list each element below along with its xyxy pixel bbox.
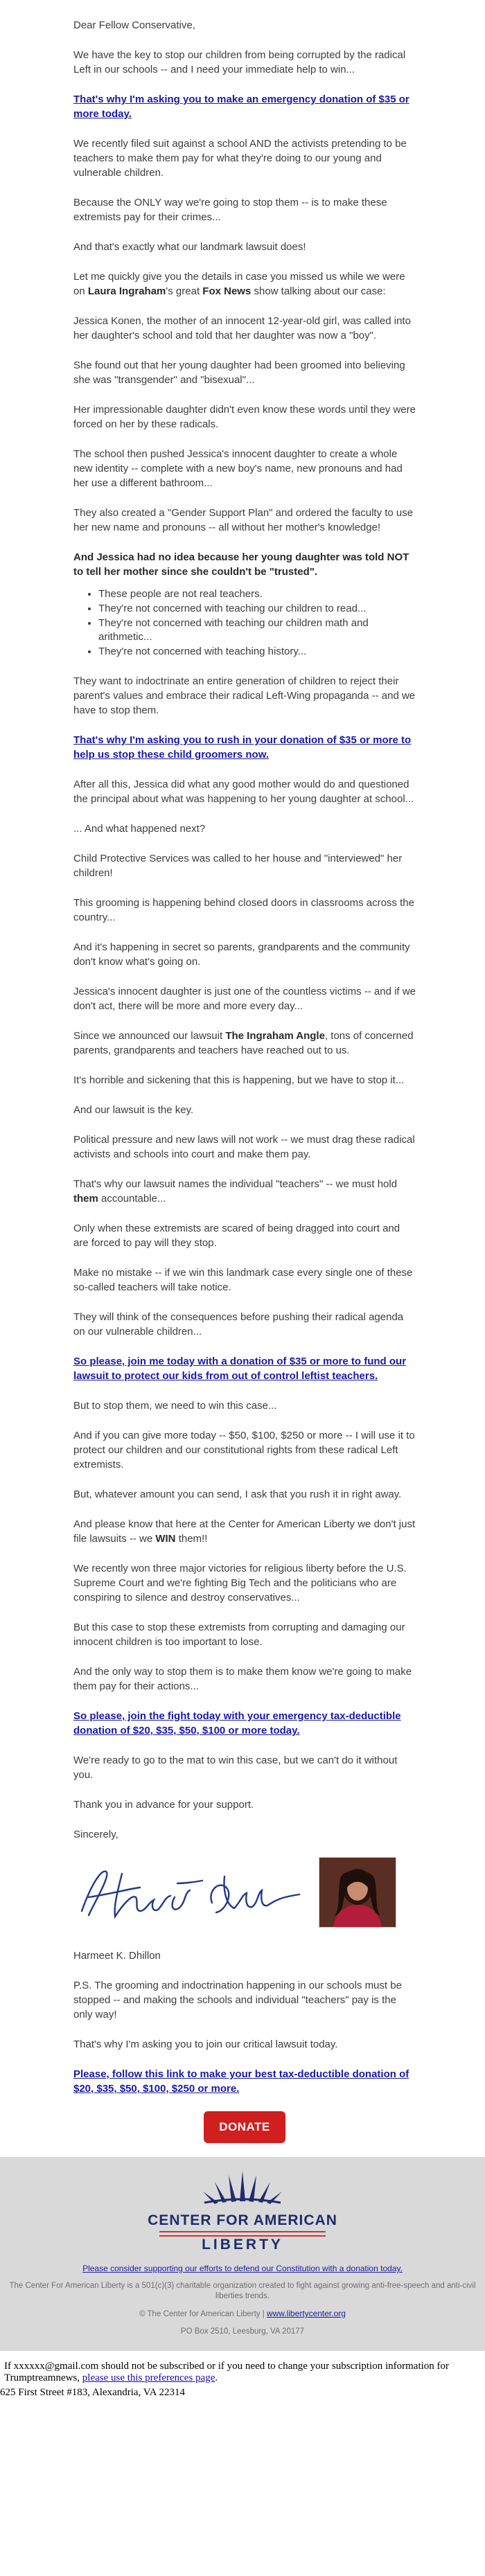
list-item: • These people are not real teachers. [98, 587, 416, 601]
donate-link-35-rush[interactable]: That's why I'm asking you to rush in your donation of $35 or more to help us stop these child groomers now. [73, 734, 412, 761]
paragraph: Jessica's innocent daughter is just one of the countless victims -- and if we don't act, there will be more and more every day... [73, 986, 416, 1012]
paragraph: Her impressionable daughter didn't even know these words until they were forced on her by these radicals. [73, 404, 416, 430]
paragraph: She found out that her young daughter had been groomed into believing she was "transgender" and "bisexual"... [73, 359, 405, 386]
preferences-link[interactable]: please use this preferences page [82, 2372, 215, 2383]
paragraph: And if you can give more today -- $50, $100, $250 or more -- I will use it to protect our children and our constitutional rights from these radical Left extremists. [73, 1430, 415, 1471]
host-name: Laura Ingraham [87, 285, 166, 297]
signature-image [73, 1863, 309, 1925]
paragraph: And our lawsuit is the key. [73, 1104, 194, 1116]
paragraph: But this case to stop these extremists from corrupting and damaging our innocent children is too important to lose. [73, 1622, 405, 1648]
copyright: © The Center for American Liberty | www.libertycenter.org [139, 2309, 346, 2318]
donate-link-best[interactable]: Please, follow this link to make your best tax-deductible donation of $20, $35, $50, $100, $250 or more. [73, 2068, 409, 2095]
paragraph: ... And what happened next? [73, 823, 206, 835]
donate-link-emergency[interactable]: So please, join the fight today with your emergency tax-deductible donation of $20, $35, $50, $100 or more today. [73, 1710, 401, 1736]
logo-text-line2: LIBERTY [202, 2237, 283, 2253]
paragraph: And please know that here at the Center for American Liberty we don't just file lawsuits -- we WIN them!! [73, 1518, 416, 1545]
signer-name: Harmeet K. Dhillon [73, 1950, 161, 1962]
footer [0, 2157, 485, 2351]
sender-address: 625 First Street #183, Alexandria, VA 22314 [0, 2387, 185, 2398]
support-link[interactable]: Please consider supporting our efforts to defend our Constitution with a donation today. [82, 2264, 403, 2273]
bullet-list [73, 587, 416, 659]
show-name: The Ingraham Angle [225, 1030, 325, 1042]
postscript: P.S. The grooming and indoctrination happening in our schools must be stopped -- and making the schools and individual "teachers" pay is the only way! [73, 1980, 402, 2020]
paragraph: They will think of the consequences before pushing their radical agenda on our vulnerable children... [73, 1311, 404, 1338]
donate-button[interactable]: DONATE [204, 2111, 285, 2143]
org-description: The Center For American Liberty is a 501(c)(3) charitable organization created to fight against growing anti-free-speech and anti-civil liberties trends. [9, 2282, 476, 2300]
paragraph: Since we announced our lawsuit The Ingraham Angle, tons of concerned parents, grandparents and teachers have reached out to us. [73, 1030, 414, 1056]
liberty-crown-icon [191, 2169, 294, 2205]
unsubscribe-notice: If xxxxxx@gmail.com should not be subscribed or if you need to change your subscription information for Trumptreamnews, please use this preferences page. [4, 2361, 450, 2383]
paragraph: We recently filed suit against a school AND the activists pretending to be teachers to make them pay for what they're doing to our young and vulnerable children. [73, 138, 407, 179]
website-link[interactable]: www.libertycenter.org [266, 2309, 346, 2318]
logo-stripes [159, 2231, 326, 2237]
list-item: • They're not concerned with teaching history... [98, 645, 416, 659]
signature-row [73, 1857, 416, 1940]
network-name: Fox News [202, 285, 252, 297]
paragraph: We're ready to go to the mat to win this case, but we can't do it without you. [73, 1755, 398, 1781]
paragraph: Jessica Konen, the mother of an innocent 12-year-old girl, was called into her daughter's school and told that her daughter was now a "boy". [73, 315, 411, 341]
sign-off: Sincerely, [73, 1829, 118, 1840]
org-logo [0, 2169, 485, 2253]
paragraph: That's why our lawsuit names the individual "teachers" -- we must hold them accountable... [73, 1178, 398, 1205]
donate-button-wrap [73, 2111, 416, 2143]
signer-photo [319, 1857, 396, 1928]
paragraph: But to stop them, we need to win this case... [73, 1400, 277, 1412]
paragraph: The school then pushed Jessica's innocent daughter to create a whole new identity -- complete with a new boy's name, new pronouns and had her use a different bathroom... [73, 448, 403, 489]
paragraph: But, whatever amount you can send, I ask that you rush it in right away. [73, 1489, 402, 1500]
paragraph: They want to indoctrinate an entire generation of children to reject their parent's values and embrace their radical Left-Wing propaganda -- and we have to stop them. [73, 675, 416, 716]
list-item: • They're not concerned with teaching our children math and arithmetic... [98, 616, 416, 644]
paragraph: Let me quickly give you the details in case you missed us while we were on Laura Ingraham's great Fox News show talking about our case: [73, 271, 405, 297]
paragraph: We recently won three major victories for religious liberty before the U.S. Supreme Court and we're fighting Big Tech and the politicians who are conspiring to silence and destroy conservatives... [73, 1563, 407, 1604]
paragraph: Because the ONLY way we're going to stop them -- is to make these extremists pay for their crimes... [73, 197, 387, 223]
paragraph: And it's happening in secret so parents, grandparents and the community don't know what's going on. [73, 941, 410, 968]
greeting: Dear Fellow Conservative, [73, 19, 195, 31]
paragraph: They also created a "Gender Support Plan" and ordered the faculty to use her new name and pronouns -- all without her mother's knowledge! [73, 507, 414, 533]
paragraph: And the only way to stop them is to make them know we're going to make them pay for their actions... [73, 1666, 412, 1692]
paragraph: We have the key to stop our children from being corrupted by the radical Left in our schools -- and I need your immediate help to win... [73, 49, 406, 75]
paragraph: Make no mistake -- if we win this landmark case every single one of these so-called teachers will take notice. [73, 1267, 413, 1293]
mailing-address: PO Box 2510, Leesburg, VA 20177 [180, 2327, 305, 2336]
paragraph: Only when these extremists are scared of being dragged into court and are forced to pay will they stop. [73, 1223, 400, 1249]
list-item: • They're not concerned with teaching our children to read... [98, 602, 416, 616]
paragraph: Child Protective Services was called to her house and "interviewed" her children! [73, 853, 403, 879]
paragraph: Thank you in advance for your support. [73, 1799, 254, 1811]
paragraph: It's horrible and sickening that this is happening, but we have to stop it... [73, 1074, 405, 1086]
paragraph: Political pressure and new laws will not work -- we must drag these radical activists and schools into court and make them pay. [73, 1134, 415, 1160]
paragraph: And that's exactly what our landmark lawsuit does! [73, 241, 306, 253]
donate-link-35[interactable]: That's why I'm asking you to make an emergency donation of $35 or more today. [73, 94, 409, 120]
donate-link-fund-lawsuit[interactable]: So please, join me today with a donation of $35 or more to fund our lawsuit to protect our kids from out of control leftist teachers. [73, 1356, 407, 1382]
bold-paragraph: And Jessica had no idea because her young daughter was told NOT to tell her mother since she couldn't be "trusted". [73, 551, 409, 578]
paragraph: This grooming is happening behind closed doors in classrooms across the country... [73, 897, 414, 923]
paragraph: After all this, Jessica did what any good mother would do and questioned the principal about what was happening to her young daughter at school... [73, 779, 414, 805]
logo-text-line1: CENTER FOR AMERICAN [148, 2212, 337, 2228]
paragraph: That's why I'm asking you to join our critical lawsuit today. [73, 2038, 338, 2050]
